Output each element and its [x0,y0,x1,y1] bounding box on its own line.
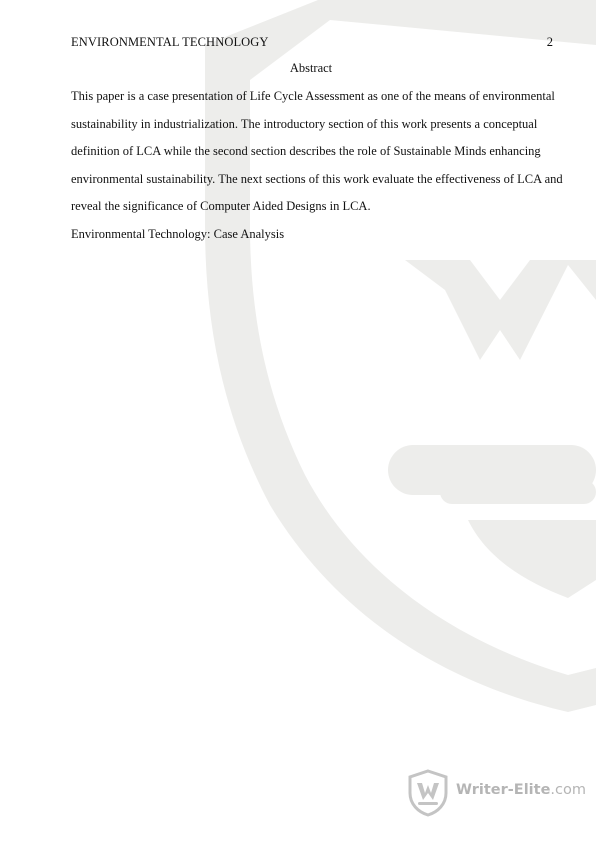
running-head: ENVIRONMENTAL TECHNOLOGY [71,35,269,49]
brand-tld: .com [550,782,586,798]
abstract-body [71,89,561,227]
abstract-line: sustainability in industrialization. The introductory section of this work presents a conceptual [71,116,538,131]
page-number: 2 [546,35,553,49]
abstract-line: environmental sustainability. The next sections of this work evaluate the effectiveness of LCA and [71,171,563,186]
brand-shield-icon [406,769,450,817]
brand-watermark [406,769,586,817]
paper-title-line: Environmental Technology: Case Analysis [71,227,285,241]
abstract-line: definition of LCA while the second section describes the role of Sustainable Minds enhancing [71,144,541,159]
brand-name [456,782,586,798]
abstract-line: This paper is a case presentation of Life Cycle Assessment as one of the means of environmental [71,89,555,103]
abstract-line: reveal the significance of Computer Aided Designs in LCA. [71,199,371,214]
abstract-heading: Abstract [289,61,333,75]
brand-name-main: Writer-Elite [456,782,551,798]
